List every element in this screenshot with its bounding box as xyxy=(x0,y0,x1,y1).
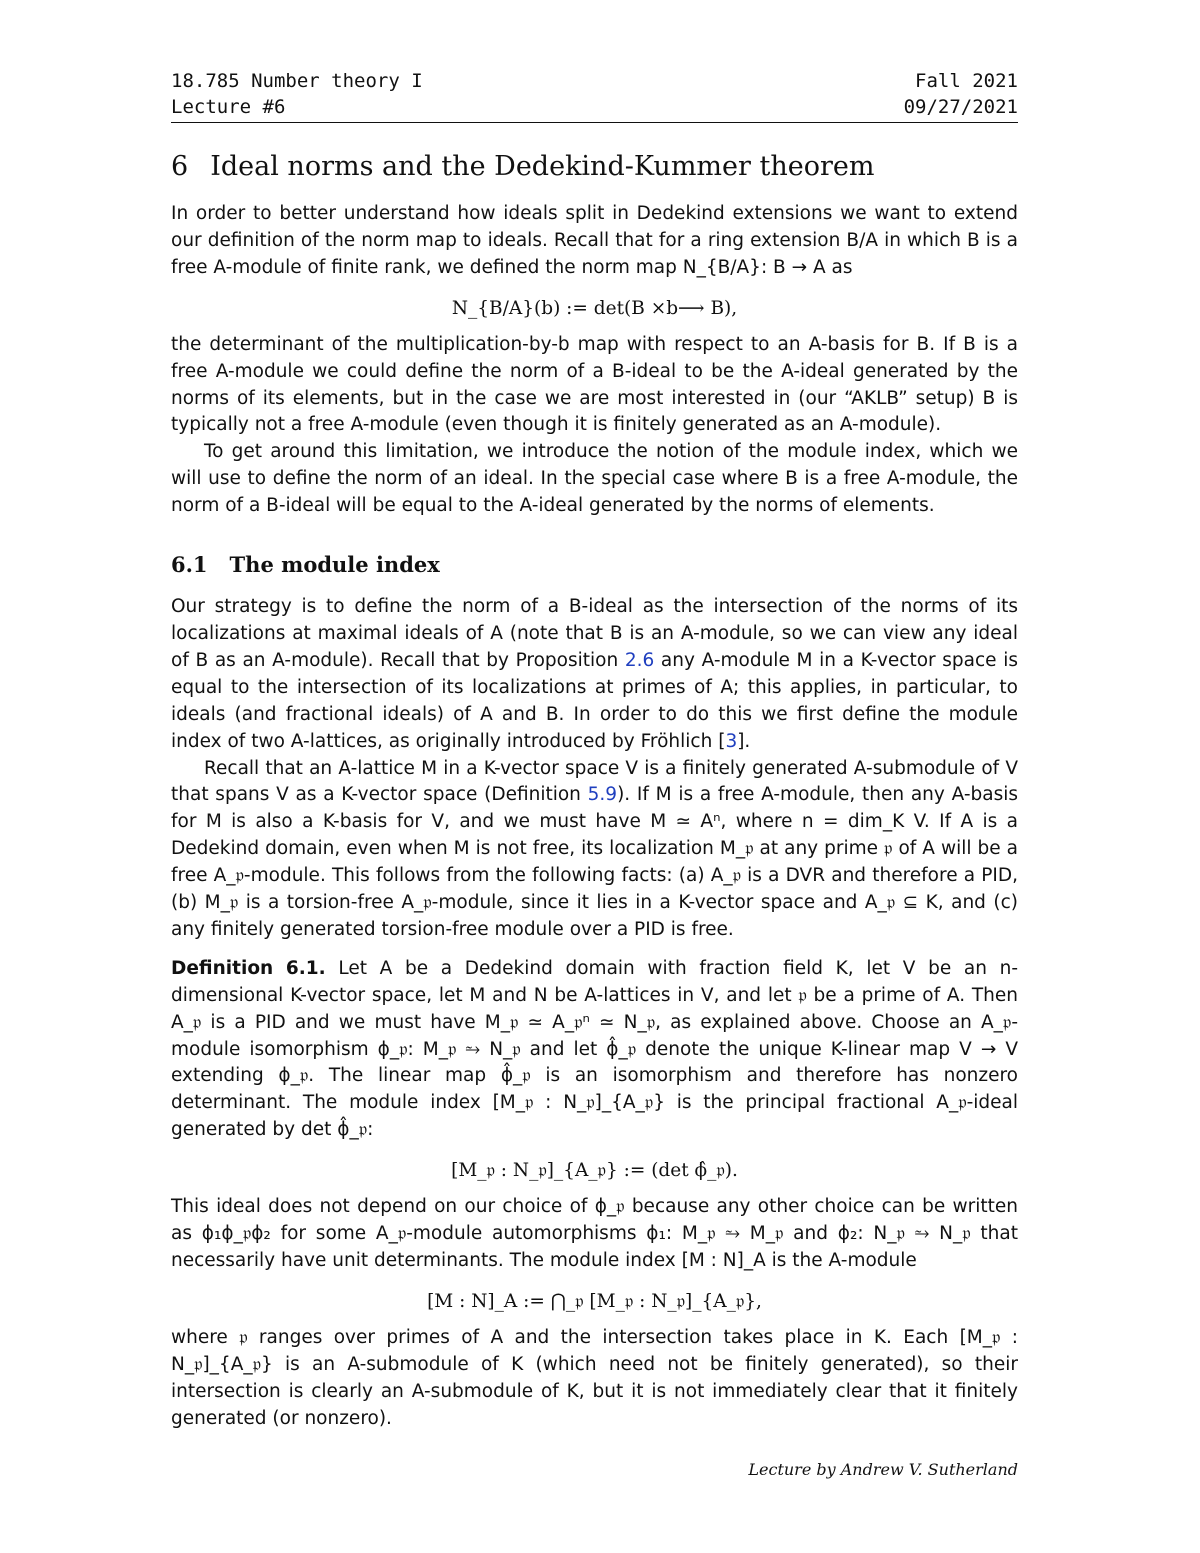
definition-number: 6.1. xyxy=(285,957,326,979)
definition-text: Let A be a Dedekind domain with fraction field K, let V be an n-dimensional K-vector space, let M and N be A-lattices in V, and let 𝔭 be a prime of A. Then A_𝔭 is a PID and we must have M_𝔭 ≃ A_𝔭ⁿ ≃ N_𝔭, as explained above. Choose an A_𝔭-module isomorphism ϕ_𝔭: M_𝔭 ⥲ N_𝔭 and let ϕ̂_𝔭 denote the unique K-linear map V → V extending ϕ_𝔭. The linear map ϕ̂_𝔭 is an isomorphism and therefore has nonzero determinant. The module index [M_𝔭 : N_𝔭]_{A_𝔭} is the principal fractional A_𝔭-ideal generated by det ϕ̂_𝔭: xyxy=(171,957,1018,1141)
header-row-1 xyxy=(171,68,1018,94)
subsection-paragraph-2 xyxy=(171,756,1018,944)
section-paragraph-3: To get around this limitation, we introduce the notion of the module index, which we will use to define the norm of an ideal. In the special case where B is a free A-module, the norm of a B-ideal will be equal to the A-ideal generated by the norms of elements. xyxy=(171,441,1018,517)
subsection-paragraph-1 xyxy=(171,594,1018,755)
section-number: 6 xyxy=(171,151,189,182)
page-body xyxy=(171,68,1018,1433)
module-index-local-equation: [M_𝔭 : N_𝔭]_{A_𝔭} := (det ϕ̂_𝔭). xyxy=(451,1160,738,1182)
norm-equation: N_{B/A}(b) := det(B ×b⟶ B), xyxy=(451,297,738,319)
date-label: 09/27/2021 xyxy=(903,96,1018,118)
definition-paragraph-3: where 𝔭 ranges over primes of A and the intersection takes place in K. Each [M_𝔭 : N_𝔭]_{A_𝔭} is an A-submodule of K (which need not be finitely generated), so their intersection is clearly an A-submodule of K, but it is not immediately clear that it finitely generated (or nonzero). xyxy=(171,1326,1018,1429)
footer-author: Lecture by Andrew V. Sutherland xyxy=(748,1460,1018,1479)
subsection-number: 6.1 xyxy=(171,552,208,578)
ref-proposition-link[interactable]: 2.6 xyxy=(624,649,655,671)
citation-link[interactable]: 3 xyxy=(725,730,738,752)
definition-block xyxy=(171,956,1018,1144)
section-title: Ideal norms and the Dedekind-Kummer theorem xyxy=(210,151,875,182)
header-row-2 xyxy=(171,94,1018,120)
section-paragraph-1: In order to better understand how ideals split in Dedekind extensions we want to extend our definition of the norm map to ideals. Recall that for a ring extension B/A in which B is a free A-module of finite rank, we defined the norm map N_{B/A}: B → A as xyxy=(171,203,1018,278)
text-run: Recall that an A-lattice M in a K-vector space V is a finitely generated A-submodule of V that spans V as a K-vector space (Definition xyxy=(171,757,1018,806)
module-index-global-equation: [M : N]_A := ⋂_𝔭 [M_𝔭 : N_𝔭]_{A_𝔭}, xyxy=(427,1290,762,1312)
section-heading xyxy=(171,149,1018,185)
header-rule xyxy=(171,122,1018,123)
definition-paragraph-2: This ideal does not depend on our choice of ϕ_𝔭 because any other choice can be written as ϕ₁ϕ_𝔭ϕ₂ for some A_𝔭-module automorphisms ϕ₁: M_𝔭 ⥲ M_𝔭 and ϕ₂: N_𝔭 ⥲ N_𝔭 that necessarily have unit determinants. The module index [M : N]_A is the A-module xyxy=(171,1196,1018,1271)
text-run: any A-module M in a K-vector space is equal to the intersection of its localizations at primes of A; this applies, in particular, to ideals (and fractional ideals) of A and B. In order to do this we first define the module index of two A-lattices, as originally introduced by Fröhlich [ xyxy=(171,649,1018,752)
lecture-label: Lecture #6 xyxy=(171,96,286,118)
text-run: Our strategy is to define the norm of a B-ideal as the intersection of the norms of its localizations at maximal ideals of A (note that B is an A-module, so we can view any ideal of B as an A-module). Recall that by Proposition xyxy=(171,596,1018,671)
course-title: 18.785 Number theory I xyxy=(171,70,423,92)
subsection-title: The module index xyxy=(229,552,440,578)
section-paragraph-2: the determinant of the multiplication-by-b map with respect to an A-basis for B. If B is a free A-module we could define the norm of a B-ideal to be the A-ideal generated by the norms of its elements, but in the case we are most interested in (our “AKLB” setup) B is typically not a free A-module (even though it is finitely generated as an A-module). xyxy=(171,333,1018,436)
subsection-heading xyxy=(171,550,1018,580)
term-label: Fall 2021 xyxy=(915,70,1018,92)
text-run: ]. xyxy=(737,730,751,752)
text-run: ). If M is a free A-module, then any A-basis for M is also a K-basis for V, and we must have M ≃ Aⁿ, where n = dim_K V. If A is a Dedekind domain, even when M is not free, its localization M_𝔭 at any prime 𝔭 of A will be a free A_𝔭-module. This follows from the following facts: (a) A_𝔭 is a DVR and therefore a PID, (b) M_𝔭 is a torsion-free A_𝔭-module, since it lies in a K-vector space and A_𝔭 ⊆ K, and (c) any finitely generated torsion-free module over a PID is free. xyxy=(171,784,1018,940)
definition-label: Definition xyxy=(171,957,274,979)
ref-definition-link[interactable]: 5.9 xyxy=(587,784,618,806)
